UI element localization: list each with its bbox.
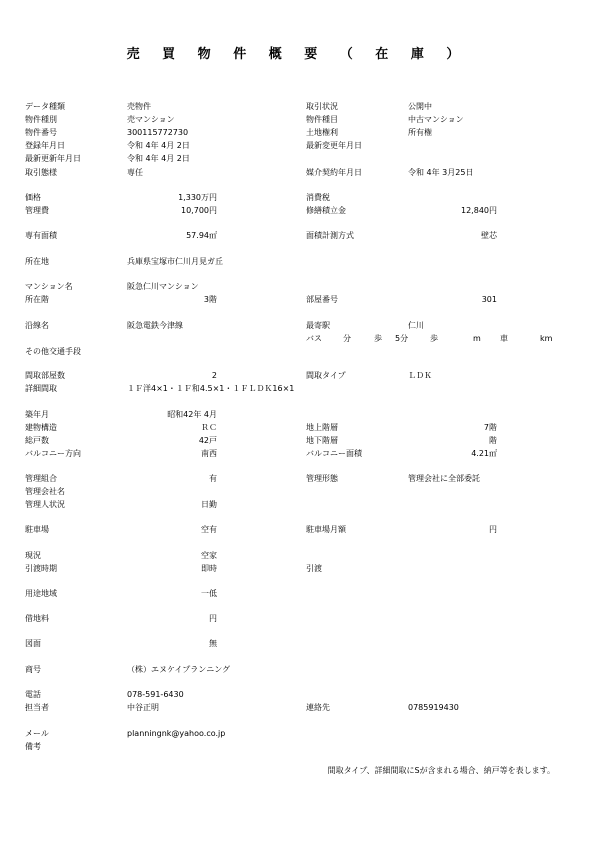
label-updated: 最新更新年月日 xyxy=(25,154,81,163)
label-total-units: 総戸数 xyxy=(25,436,49,445)
value-parking-fee: 円 xyxy=(489,525,497,534)
label-bus: バス xyxy=(306,334,322,343)
label-meters: m xyxy=(473,334,481,343)
label-area: 専有面積 xyxy=(25,231,57,240)
label-property-type: 物件種別 xyxy=(25,115,57,124)
value-property-no: 300115772730 xyxy=(127,128,189,137)
value-zoning: 一低 xyxy=(201,589,217,598)
label-km: km xyxy=(540,334,553,343)
value-room-no: 301 xyxy=(481,295,497,304)
label-location: 所在地 xyxy=(25,257,49,266)
value-land-right: 所有権 xyxy=(408,128,432,137)
label-parking: 駐車場 xyxy=(25,525,49,534)
label-phone: 電話 xyxy=(25,690,41,699)
label-parking-fee: 駐車場月額 xyxy=(306,525,346,534)
label-contract-date: 媒介契約年月日 xyxy=(306,168,362,177)
value-price: 1,330万円 xyxy=(178,193,217,202)
label-mansion-name: マンション名 xyxy=(25,282,73,291)
label-structure: 建物構造 xyxy=(25,423,57,432)
label-room-no: 部屋番号 xyxy=(306,295,338,304)
label-price: 価格 xyxy=(25,193,41,202)
label-rooms: 間取部屋数 xyxy=(25,371,65,380)
label-line: 沿線名 xyxy=(25,321,49,330)
value-floor: 3階 xyxy=(203,295,217,304)
label-balcony-dir: バルコニー方向 xyxy=(25,449,81,458)
value-total-units: 42戸 xyxy=(198,436,217,445)
label-walk: 歩 xyxy=(374,334,382,343)
value-parking: 空有 xyxy=(201,525,217,534)
value-mgmt-assoc: 有 xyxy=(209,474,217,483)
label-manager: 管理人状況 xyxy=(25,500,65,509)
value-floors-above: 7階 xyxy=(483,423,497,432)
value-rooms: 2 xyxy=(211,371,217,380)
label-area-method: 面積計測方式 xyxy=(306,231,354,240)
value-phone: 078-591-6430 xyxy=(127,690,184,699)
value-structure: ＲＣ xyxy=(201,423,217,432)
value-mgmt-form: 管理会社に全部委託 xyxy=(408,474,480,483)
value-manager: 日勤 xyxy=(201,500,217,509)
value-layout-detail: １Ｆ洋4×1・１Ｆ和4.5×1・１ＦＬＤＫ16×1 xyxy=(127,384,295,393)
label-data-type: データ種類 xyxy=(25,102,65,111)
label-email: メール xyxy=(25,729,49,738)
value-repair-fund: 12,840円 xyxy=(461,206,497,215)
value-trade-status: 公開中 xyxy=(408,102,432,111)
label-walk2: 歩 xyxy=(430,334,438,343)
label-registered: 登録年月日 xyxy=(25,141,65,150)
label-other-transport: その他交通手段 xyxy=(25,347,81,356)
value-location: 兵庫県宝塚市仁川月見ガ丘 xyxy=(127,257,223,266)
value-built: 昭和42年 4月 xyxy=(167,410,217,419)
label-floors-below: 地下階層 xyxy=(306,436,338,445)
value-staff: 中谷正明 xyxy=(127,703,159,712)
value-data-type: 売物件 xyxy=(127,102,151,111)
label-property-no: 物件番号 xyxy=(25,128,57,137)
value-status: 空家 xyxy=(201,551,217,560)
value-balcony-dir: 南西 xyxy=(201,449,217,458)
label-changed: 最新変更年月日 xyxy=(306,141,362,150)
label-land-right: 土地権利 xyxy=(306,128,338,137)
label-trade-mode: 取引態様 xyxy=(25,168,57,177)
label-ground-rent: 借地料 xyxy=(25,614,49,623)
value-walk-minutes: 5分 xyxy=(395,334,409,343)
label-layout-detail: 詳細間取 xyxy=(25,384,57,393)
label-tax: 消費税 xyxy=(306,193,330,202)
value-property-type: 売マンション xyxy=(127,115,175,124)
value-mgmt-fee: 10,700円 xyxy=(181,206,217,215)
label-company: 商号 xyxy=(25,665,41,674)
value-floors-below: 階 xyxy=(489,436,497,445)
label-bus-minutes: 分 xyxy=(343,334,351,343)
label-built: 築年月 xyxy=(25,410,49,419)
value-updated: 令和 4年 4月 2日 xyxy=(127,154,190,163)
label-mgmt-assoc: 管理組合 xyxy=(25,474,57,483)
label-station: 最寄駅 xyxy=(306,321,330,330)
label-staff: 担当者 xyxy=(25,703,49,712)
value-balcony-area: 4.21㎡ xyxy=(471,449,497,458)
label-layout-type: 間取タイプ xyxy=(306,371,346,380)
value-drawing: 無 xyxy=(209,639,217,648)
label-balcony-area: バルコニー面積 xyxy=(306,449,362,458)
value-email[interactable]: planningnk@yahoo.co.jp xyxy=(127,729,226,738)
label-contact: 連絡先 xyxy=(306,703,330,712)
value-ground-rent: 円 xyxy=(209,614,217,623)
value-property-item: 中古マンション xyxy=(408,115,464,124)
label-car: 車 xyxy=(500,334,508,343)
value-handover-time: 即時 xyxy=(201,564,217,573)
document-title: 売 買 物 件 概 要 （ 在 庫 ） xyxy=(126,47,469,62)
value-contact: 0785919430 xyxy=(408,703,459,712)
label-status: 現況 xyxy=(25,551,41,560)
label-repair-fund: 修繕積立金 xyxy=(306,206,346,215)
value-line: 阪急電鉄今津線 xyxy=(127,321,183,330)
value-station: 仁川 xyxy=(408,321,424,330)
label-mgmt-company: 管理会社名 xyxy=(25,487,65,496)
label-trade-status: 取引状況 xyxy=(306,102,338,111)
label-mgmt-fee: 管理費 xyxy=(25,206,49,215)
value-layout-type: ＬＤＫ xyxy=(408,371,432,380)
label-floors-above: 地上階層 xyxy=(306,423,338,432)
label-drawing: 図面 xyxy=(25,639,41,648)
value-mansion-name: 阪急仁川マンション xyxy=(127,282,199,291)
value-company: （株）エヌケイプランニング xyxy=(127,665,231,674)
value-area: 57.94㎡ xyxy=(186,231,217,240)
value-registered: 令和 4年 4月 2日 xyxy=(127,141,190,150)
value-area-method: 壁芯 xyxy=(481,231,497,240)
value-trade-mode: 専任 xyxy=(127,168,143,177)
label-floor: 所在階 xyxy=(25,295,49,304)
label-handover-time: 引渡時期 xyxy=(25,564,57,573)
label-zoning: 用途地域 xyxy=(25,589,57,598)
value-contract-date: 令和 4年 3月25日 xyxy=(408,168,474,177)
label-mgmt-form: 管理形態 xyxy=(306,474,338,483)
label-remarks: 備考 xyxy=(25,742,41,751)
label-handover: 引渡 xyxy=(306,564,322,573)
footer-note: 間取タイプ、詳細間取にSが含まれる場合、納戸等を表します。 xyxy=(327,766,555,775)
label-property-item: 物件種目 xyxy=(306,115,338,124)
